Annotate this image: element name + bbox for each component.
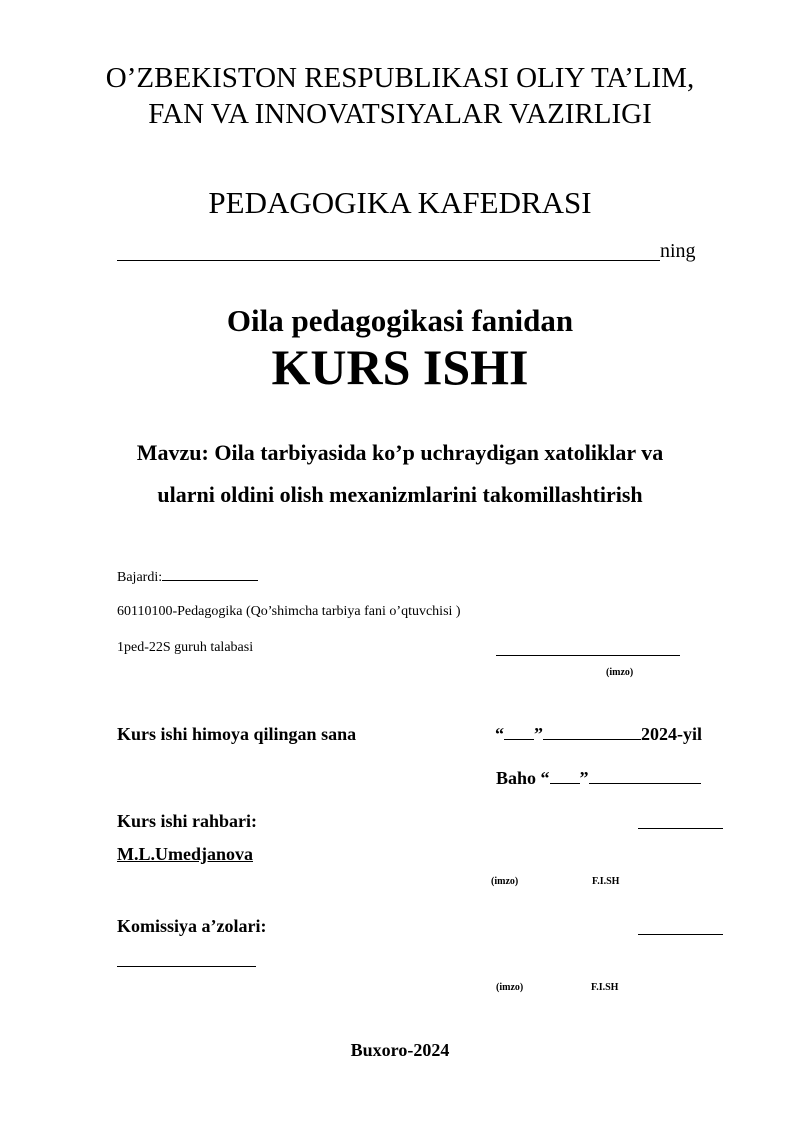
footer-place-year: Buxoro-2024 (350, 1040, 450, 1060)
student-signature-line (496, 655, 680, 656)
grade-row (496, 768, 701, 789)
performed-by-blank (162, 568, 258, 581)
date-close-quote: ” (534, 724, 543, 744)
grade-close-quote: ” (579, 768, 589, 788)
grade-blank (550, 769, 580, 784)
commission-signature-label: (imzo) (496, 982, 524, 993)
commission-label: Komissiya a’zolari: (117, 916, 267, 936)
supervisor-signature-line (638, 828, 723, 829)
work-type-title: KURS ISHI (271, 339, 529, 395)
specialty-text: 60110100-Pedagogika (Qo’shimcha tarbiya fani o’qtuvchisi ) (117, 604, 461, 619)
supervisor-name: M.L.Umedjanova (117, 844, 253, 864)
department-title: PEDAGOGIKA KAFEDRASI (208, 185, 592, 220)
grade-text-blank (589, 769, 701, 784)
commission-name-blank (117, 966, 256, 967)
topic-line-1: Mavzu: Oila tarbiyasida ko’p uchraydigan xatoliklar va (136, 440, 664, 465)
student-signature-label: (imzo) (606, 667, 634, 678)
performed-by-row (117, 568, 258, 586)
performed-by-label: Bajardi: (117, 570, 163, 585)
ministry-line-2: FAN VA INNOVATSIYALAR VAZIRLIGI (148, 98, 652, 130)
defense-date-row (495, 724, 702, 745)
topic-line-2: ularni oldini olish mexanizmlarini takomillashtirish (157, 482, 643, 507)
defense-year: 2024-yil (641, 724, 702, 744)
date-open-quote: “ (495, 724, 504, 744)
defense-date-label: Kurs ishi himoya qilingan sana (117, 724, 357, 744)
subject-title: Oila pedagogikasi fanidan (226, 303, 574, 338)
supervisor-fish-label: F.I.SH (592, 876, 620, 887)
student-name-blank-line (117, 260, 660, 261)
month-blank (543, 725, 641, 740)
group-text: 1ped-22S guruh talabasi (117, 640, 254, 655)
commission-signature-line (638, 934, 723, 935)
grade-label: Baho “ (496, 768, 550, 788)
day-blank (504, 725, 534, 740)
ning-suffix: ning (660, 240, 696, 262)
supervisor-label: Kurs ishi rahbari: (117, 811, 258, 831)
topic-block (0, 432, 800, 516)
commission-fish-label: F.I.SH (591, 982, 619, 993)
ministry-header (0, 60, 800, 132)
ministry-line-1: O’ZBEKISTON RESPUBLIKASI OLIY TA’LIM, (105, 62, 695, 94)
supervisor-signature-label: (imzo) (491, 876, 519, 887)
